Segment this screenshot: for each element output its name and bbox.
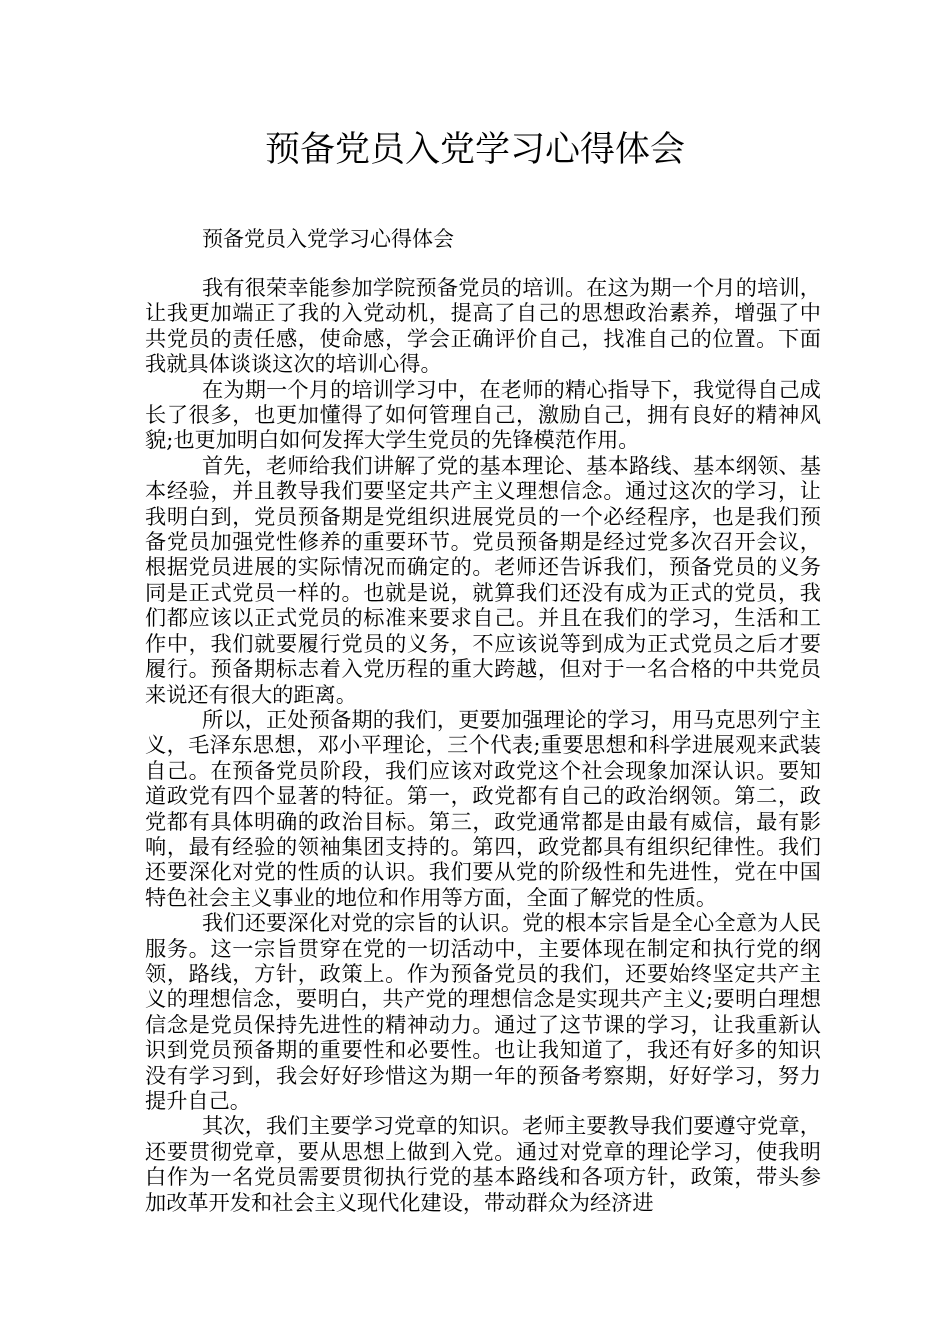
paragraph-2: 在为期一个月的培训学习中，在老师的精心指导下，我觉得自己成长了很多，也更加懂得了如何管理自己，激励自己，拥有良好的精神风貌;也更加明白如何发挥大学生党员的先锋模范作用。 xyxy=(145,376,821,453)
paragraph-4: 所以，正处预备期的我们，更要加强理论的学习，用马克思列宁主义，毛泽东思想，邓小平理论，三个代表;重要思想和科学进展观来武装自己。在预备党员阶段，我们应该对政党这个社会现象加深认识。要知道政党有四个显著的特征。第一，政党都有自己的政治纲领。第二，政党都有具体明确的政治目标。第三，政党通常都是由最有威信，最有影响，最有经验的领袖集团支持的。第四，政党都具有组织纪律性。我们还要深化对党的性质的认识。我们要从党的阶级性和先进性，党在中国特色社会主义事业的地位和作用等方面，全面了解党的性质。 xyxy=(145,706,821,910)
paragraph-6: 其次，我们主要学习党章的知识。老师主要教导我们要遵守党章，还要贯彻党章，要从思想上做到入党。通过对党章的理论学习，使我明白作为一名党员需要贯彻执行党的基本路线和各项方针，政策，带头参加改革开发和社会主义现代化建设，带动群众为经济进 xyxy=(145,1113,821,1215)
paragraph-1: 我有很荣幸能参加学院预备党员的培训。在这为期一个月的培训，让我更加端正了我的入党动机，提高了自己的思想政治素养，增强了中共党员的责任感，使命感，学会正确评价自己，找准自己的位置。下面我就具体谈谈这次的培训心得。 xyxy=(145,275,821,377)
document-subtitle: 预备党员入党学习心得体会 xyxy=(202,227,454,251)
paragraph-5: 我们还要深化对党的宗旨的认识。党的根本宗旨是全心全意为人民服务。这一宗旨贯穿在党的一切活动中，主要体现在制定和执行党的纲领，路线，方针，政策上。作为预备党员的我们，还要始终坚定共产主义的理想信念，要明白，共产党的理想信念是实现共产主义;要明白理想信念是党员保持先进性的精神动力。通过了这节课的学习，让我重新认识到党员预备期的重要性和必要性。也让我知道了，我还有好多的知识没有学习到，我会好好珍惜这为期一年的预备考察期，好好学习，努力提升自己。 xyxy=(145,910,821,1113)
page-title: 预备党员入党学习心得体会 xyxy=(264,130,685,170)
paragraph-3: 首先，老师给我们讲解了党的基本理论、基本路线、基本纲领、基本经验，并且教导我们要坚定共产主义理想信念。通过这次的学习，让我明白到，党员预备期是党组织进展党员的一个必经程序，也是我们预备党员加强党性修养的重要环节。党员预备期是经过党多次召开会议，根据党员进展的实际情况而确定的。老师还告诉我们，预备党员的义务同是正式党员一样的。也就是说，就算我们还没有成为正式的党员，我们都应该以正式党员的标准来要求自己。并且在我们的学习，生活和工作中，我们就要履行党员的义务，不应该说等到成为正式党员之后才要履行。预备期标志着入党历程的重大跨越，但对于一名合格的中共党员来说还有很大的距离。 xyxy=(145,452,821,707)
document-body xyxy=(145,275,821,1215)
